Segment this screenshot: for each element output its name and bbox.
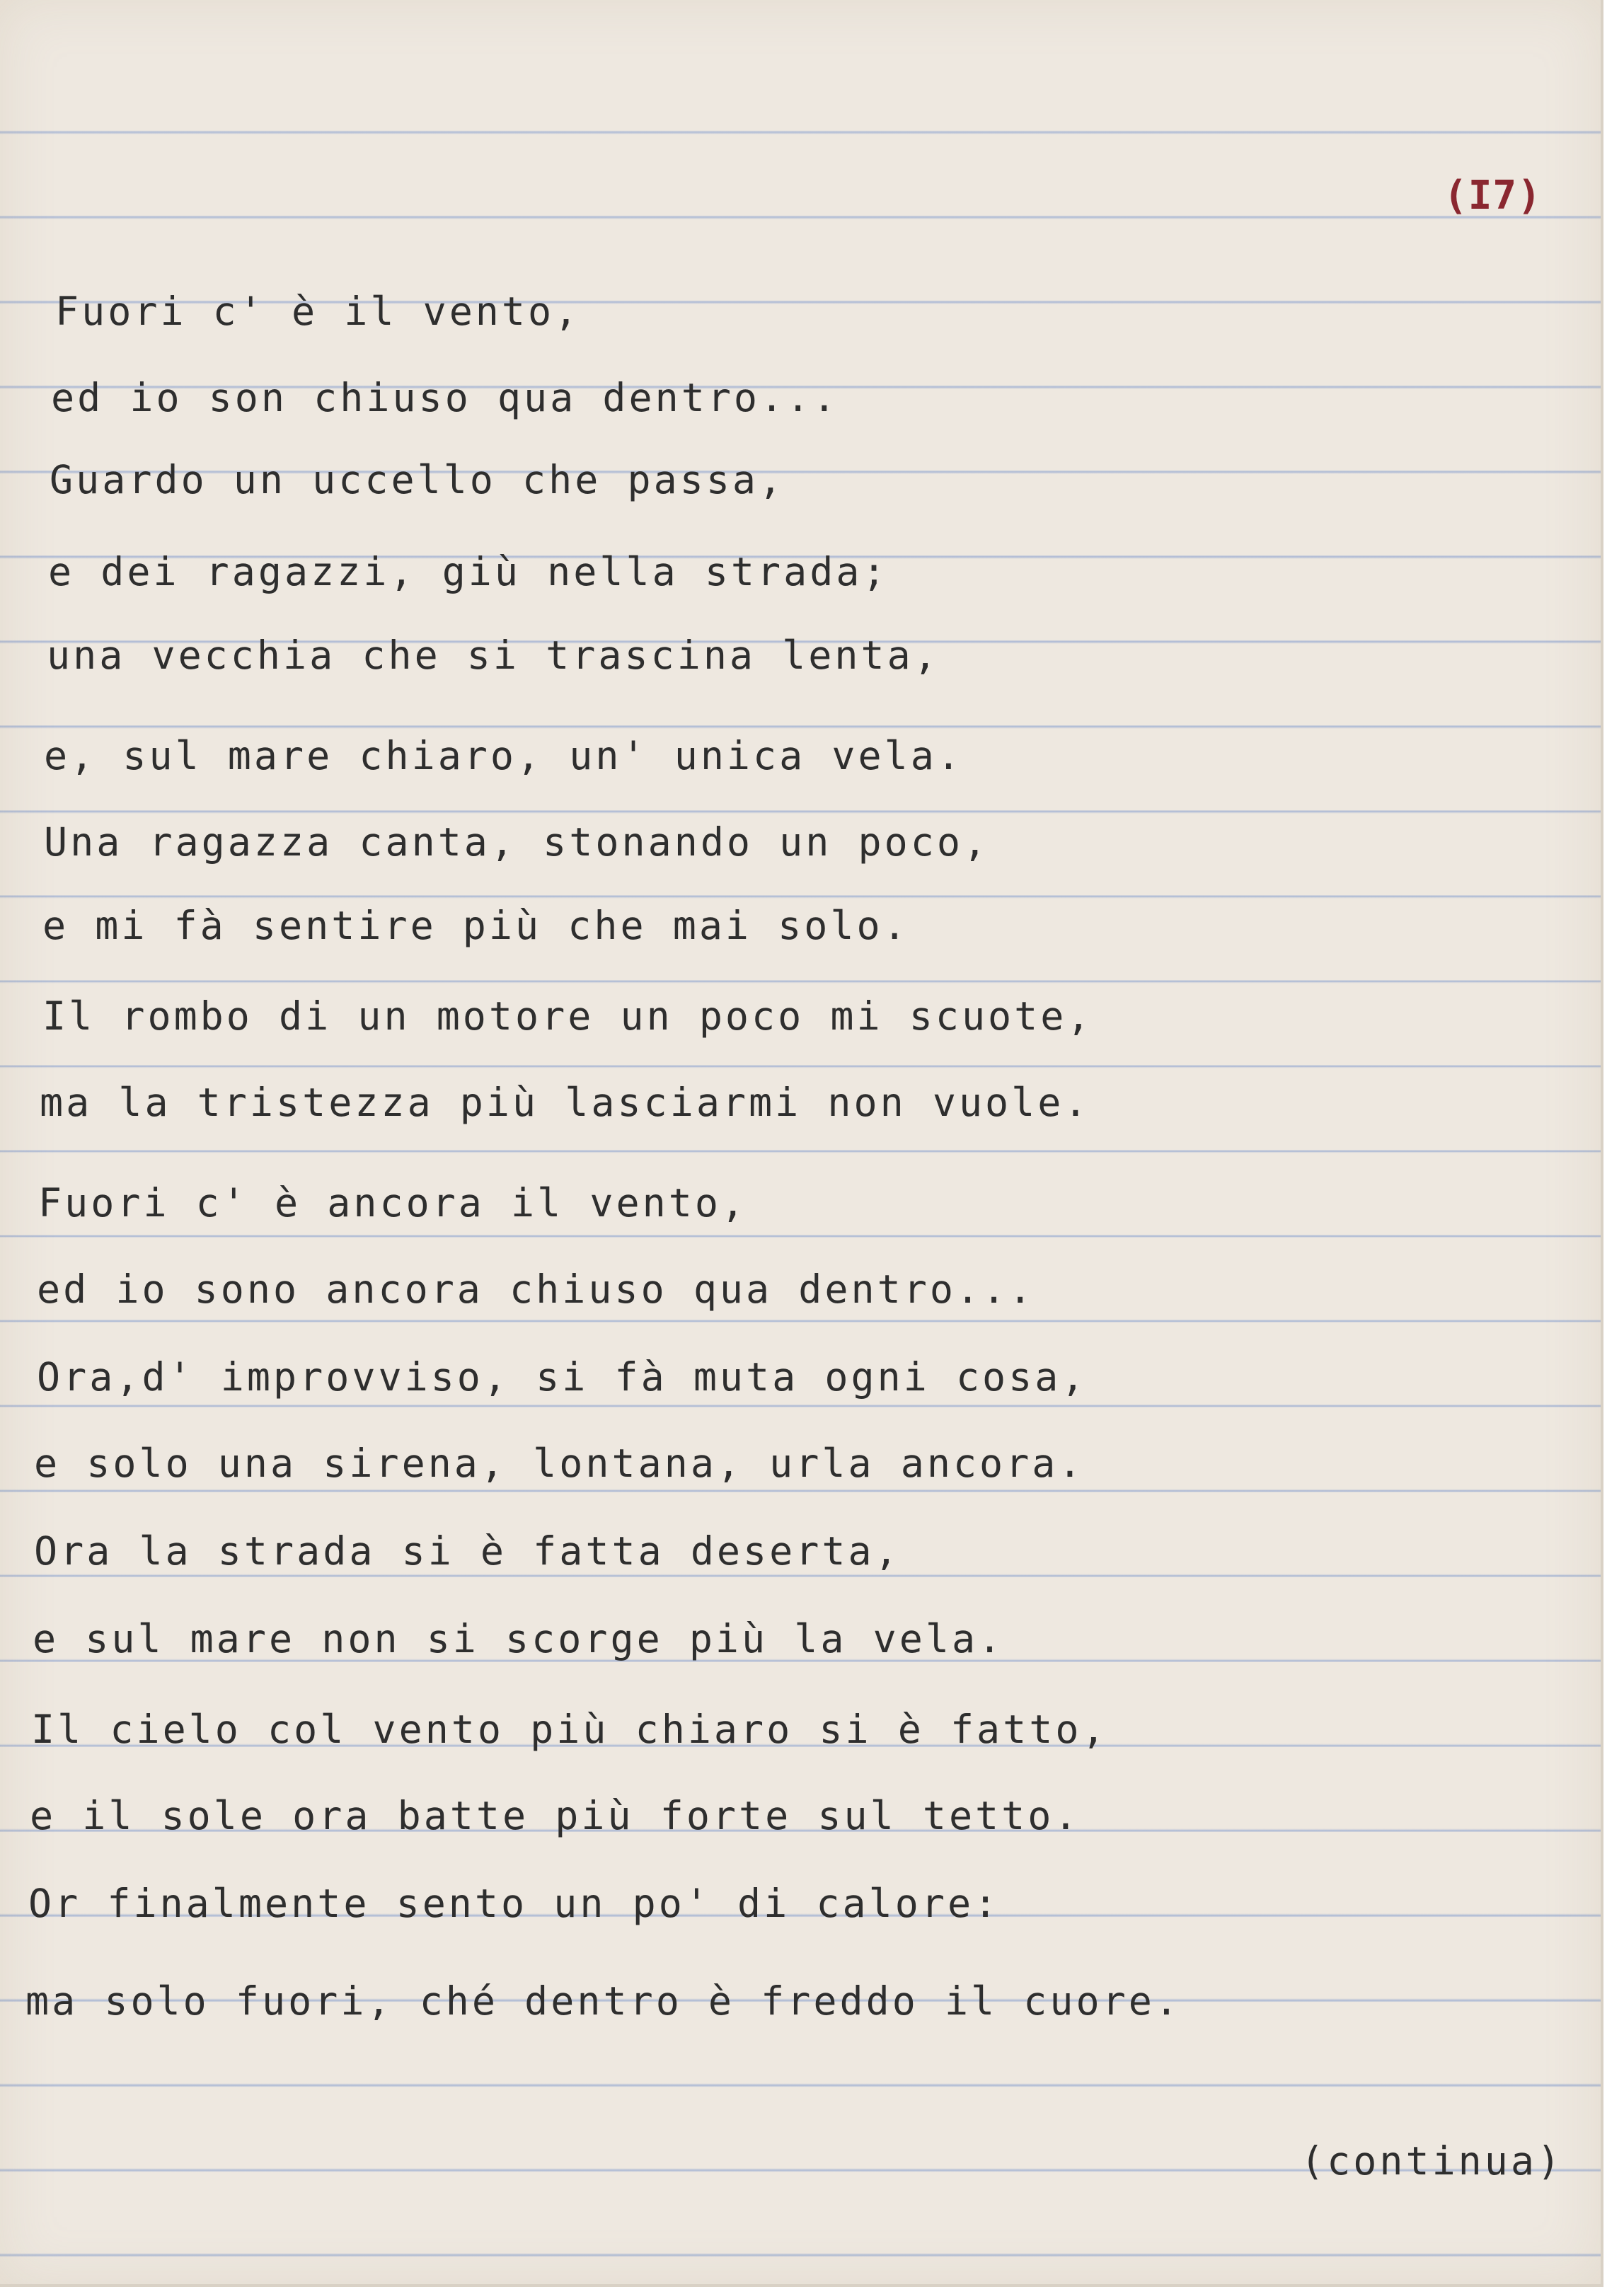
poem-line: Una ragazza canta, stonando un poco, bbox=[44, 819, 990, 865]
poem-line: Il cielo col vento più chiaro si è fatto, bbox=[31, 1707, 1108, 1752]
poem-line: ed io sono ancora chiuso qua dentro... bbox=[37, 1267, 1035, 1312]
poem-line: ma la tristezza più lasciarmi non vuole. bbox=[40, 1080, 1090, 1125]
poem-line: Ora,d' improvviso, si fà muta ogni cosa, bbox=[37, 1354, 1088, 1400]
poem-line: e sul mare non si scorge più la vela. bbox=[33, 1616, 1005, 1661]
poem-line: ma solo fuori, ché dentro è freddo il cuore. bbox=[25, 1978, 1181, 2024]
poem-line: e solo una sirena, lontana, urla ancora. bbox=[34, 1441, 1085, 1486]
poem-line: Il rombo di un motore un poco mi scuote, bbox=[42, 993, 1093, 1039]
poem-line: e mi fà sentire più che mai solo. bbox=[42, 903, 909, 948]
page-number: (I7) bbox=[1444, 173, 1542, 219]
poem-line: Or finalmente sento un po' di calore: bbox=[28, 1881, 1001, 1926]
poem-line: Fuori c' è il vento, bbox=[55, 289, 581, 334]
poem-line: una vecchia che si trascina lenta, bbox=[47, 633, 940, 678]
poem-line: e dei ragazzi, giù nella strada; bbox=[48, 549, 889, 594]
poem-line: Fuori c' è ancora il vento, bbox=[38, 1180, 748, 1226]
poem-line: e il sole ora batte più forte sul tetto. bbox=[30, 1793, 1081, 1838]
poem-line: Guardo un uccello che passa, bbox=[50, 457, 785, 502]
poem-line: ed io son chiuso qua dentro... bbox=[51, 375, 839, 420]
continua-note: (continua) bbox=[1301, 2138, 1564, 2184]
poem-line: e, sul mare chiaro, un' unica vela. bbox=[44, 733, 963, 778]
poem-line: Ora la strada si è fatta deserta, bbox=[34, 1528, 901, 1574]
